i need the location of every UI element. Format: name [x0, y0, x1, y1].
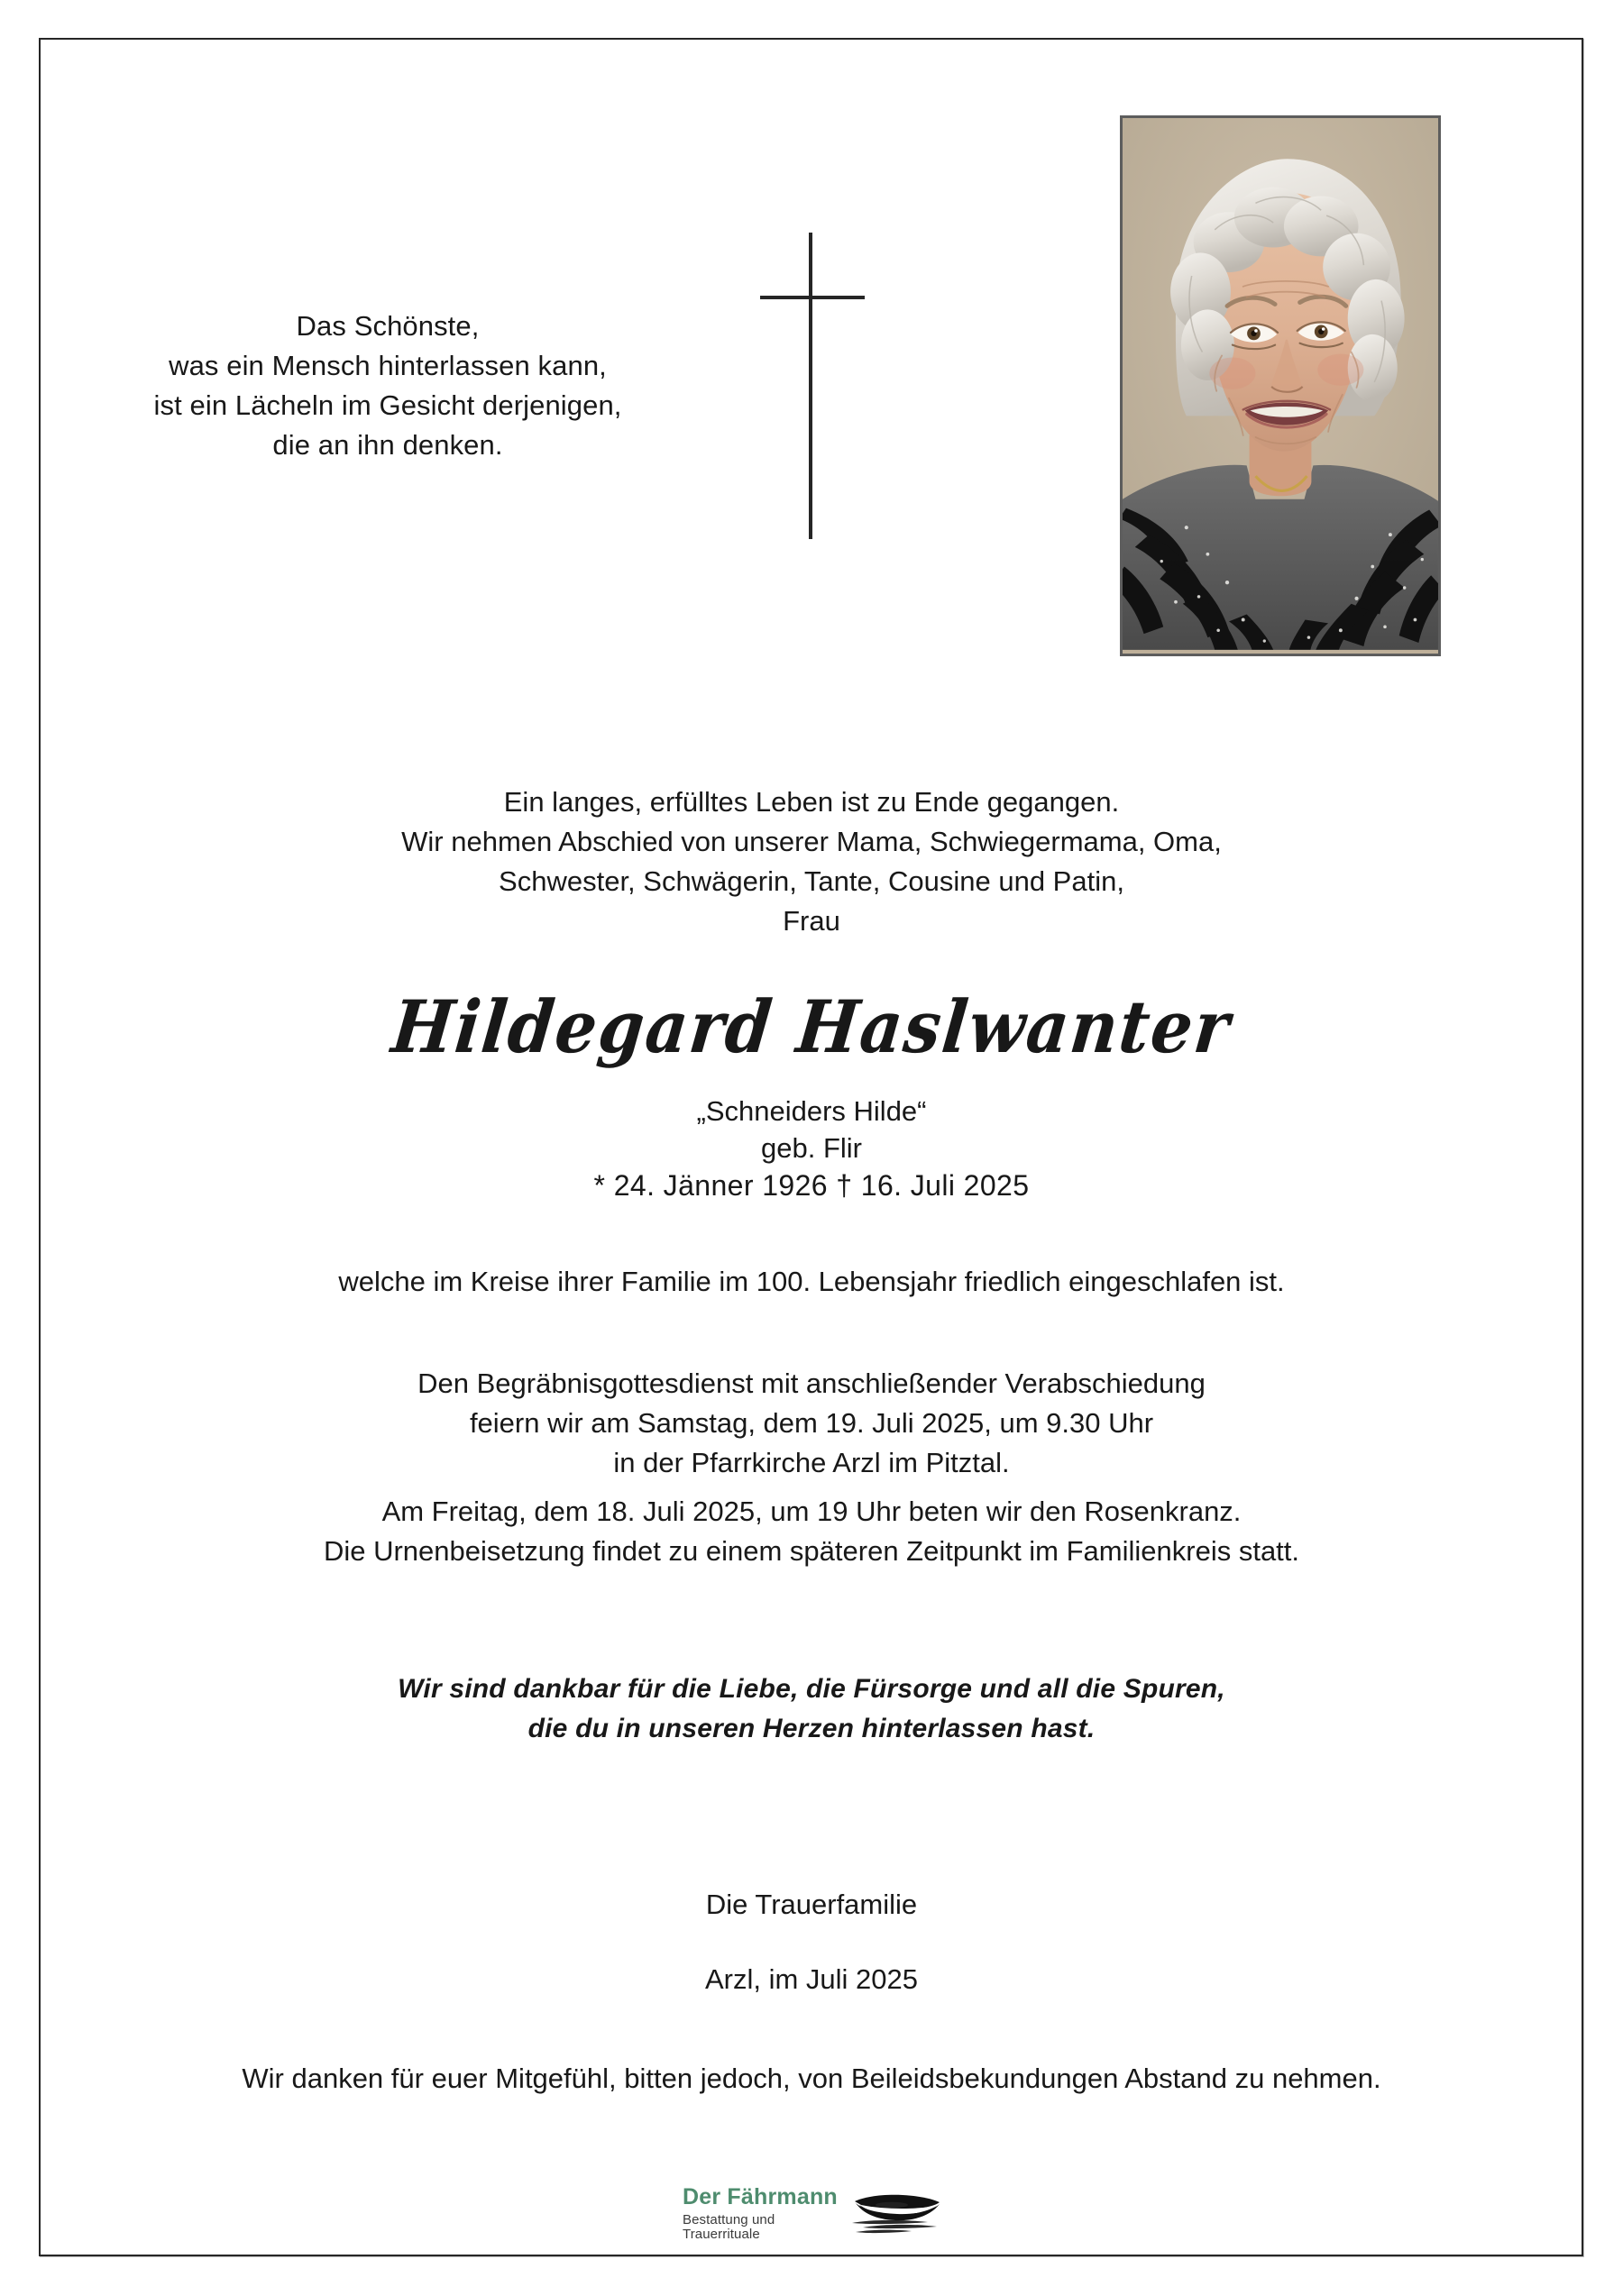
logo-tagline: Bestattung und Trauerrituale — [683, 2211, 775, 2242]
logo-text — [683, 2185, 845, 2243]
memorial-quote — [54, 306, 721, 465]
portrait-photo-frame — [1120, 115, 1441, 656]
service-line-4: Am Freitag, dem 18. Juli 2025, um 19 Uhr beten wir den Rosenkranz. — [381, 1496, 1242, 1528]
funeral-home-logo — [683, 2185, 944, 2243]
quote-line-4: die an ihn denken. — [272, 429, 503, 462]
quote-line-1: Das Schönste, — [296, 310, 480, 342]
quote-line-3: ist ein Lächeln im Gesicht derjenigen, — [153, 389, 622, 422]
service-line-1: Den Begräbnisgottesdienst mit anschließender Verabschiedung — [417, 1368, 1206, 1399]
service-line-2: feiern wir am Samstag, dem 19. Juli 2025, um 9.30 Uhr — [469, 1407, 1154, 1440]
intro-line-2: Wir nehmen Abschied von unserer Mama, Schwiegermama, Oma, — [401, 826, 1222, 858]
intro-line-4: Frau — [783, 905, 840, 938]
gratitude-passage — [225, 1669, 1398, 1750]
service-spacer — [135, 1483, 1488, 1492]
intro-line-3: Schwester, Schwägerin, Tante, Cousine und Patin, — [499, 865, 1124, 898]
boat-icon — [850, 2187, 944, 2237]
quote-line-2: was ein Mensch hinterlassen kann, — [169, 350, 607, 382]
portrait-photo — [1123, 118, 1438, 650]
intro-line-1: Ein langes, erfülltes Leben ist zu Ende gegangen. — [503, 786, 1120, 818]
logo-title: Der Fährmann — [683, 2184, 838, 2209]
service-line-5: Die Urnenbeisetzung findet zu einem späteren Zeitpunkt im Familienkreis statt. — [323, 1535, 1300, 1568]
deceased-life-dates: * 24. Jänner 1926 † 16. Juli 2025 — [593, 1169, 1030, 1202]
service-details — [135, 1364, 1488, 1571]
service-line-3: in der Pfarrkirche Arzl im Pitztal. — [613, 1447, 1010, 1479]
deceased-maiden-name: geb. Flir — [761, 1132, 862, 1164]
announcement-intro — [225, 782, 1398, 941]
gratitude-line-1: Wir sind dankbar für die Liebe, die Fürsorge und all die Spuren, — [398, 1674, 1225, 1704]
condolence-note: Wir danken für euer Mitgefühl, bitten jedoch, von Beileidsbekundungen Abstand zu nehmen. — [242, 2063, 1381, 2094]
family-signature: Die Trauerfamilie — [705, 1889, 918, 1920]
gratitude-line-2: die du in unseren Herzen hinterlassen hast. — [527, 1714, 1096, 1744]
deceased-nickname: „Schneiders Hilde“ — [696, 1095, 927, 1127]
deceased-name: Hildegard Haslwanter — [388, 984, 1235, 1069]
latin-cross-icon — [760, 233, 865, 539]
place-and-date: Arzl, im Juli 2025 — [704, 1963, 919, 1995]
passing-note: welche im Kreise ihrer Familie im 100. Lebensjahr friedlich eingeschlafen ist. — [338, 1266, 1285, 1297]
